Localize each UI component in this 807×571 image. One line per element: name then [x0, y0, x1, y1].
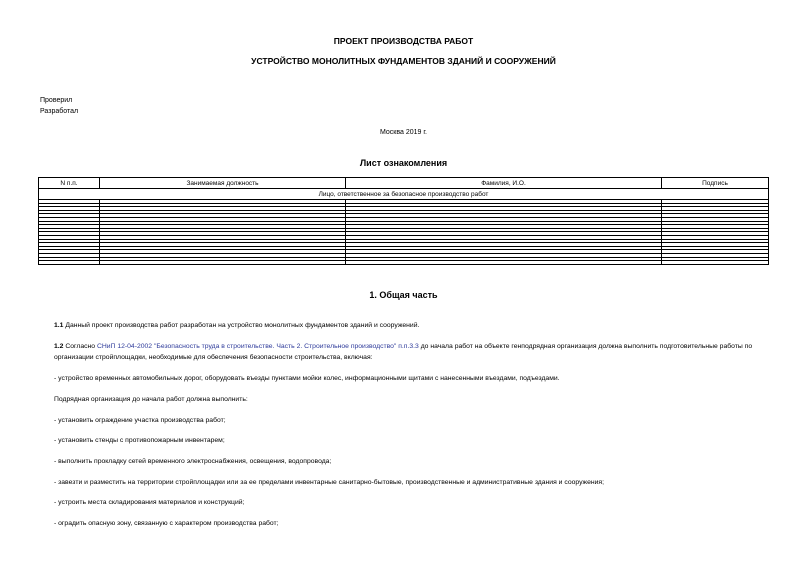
acquaintance-sheet-title: Лист ознакомления — [359, 158, 448, 168]
developed-by-label: Разработал — [40, 108, 79, 115]
document-title: ПРОЕКТ ПРОИЗВОДСТВА РАБОТ — [333, 36, 474, 46]
place-date: Москва 2019 г. — [379, 129, 427, 136]
checked-by-label: Проверил — [40, 97, 73, 104]
document-subtitle: УСТРОЙСТВО МОНОЛИТНЫХ ФУНДАМЕНТОВ ЗДАНИЙ И СООРУЖЕНИЙ — [251, 56, 556, 66]
paragraph-text: до начала работ на объекте генподрядная организация должна выполнить подготовительные работы по организации стройплощадки, необходимые для обеспечения безопасности строительства, включая: — [54, 343, 753, 361]
paragraph-1-1 — [40, 320, 768, 331]
column-header-signature: Подпись — [662, 178, 769, 189]
table-cell — [346, 261, 662, 265]
list-item: - выполнить прокладку сетей временного электроснабжения, освещения, водопровода; — [54, 458, 332, 465]
responsible-person-row-label: Лицо, ответственное за безопасное производство работ — [39, 189, 769, 200]
list-item: - установить ограждение участка производства работ; — [54, 417, 226, 424]
paragraph-number: 1.2 — [54, 343, 64, 350]
list-item: - устройство временных автомобильных дорог, оборудовать въезды пунктами мойки колес, информационными щитами с нанесенными въездами, подъездами. — [54, 375, 560, 382]
list-item: - установить стенды с противопожарным инвентарем; — [54, 437, 225, 444]
table-cell — [100, 261, 346, 265]
column-header-name: Фамилия, И.О. — [346, 178, 662, 189]
column-header-position: Занимаемая должность — [100, 178, 346, 189]
table-header-row — [39, 178, 769, 189]
table-row-responsible — [39, 189, 769, 200]
paragraph-text: Данный проект производства работ разработан на устройство монолитных фундаментов зданий и сооружений. — [63, 322, 420, 329]
list-item: - устроить места складирования материалов и конструкций; — [54, 499, 245, 506]
section-title: 1. Общая часть — [369, 290, 438, 300]
paragraph-1-2 — [40, 341, 768, 363]
table-row — [39, 261, 769, 265]
list-item: - завезти и разместить на территории стройплощадки или за ее пределами инвентарные санитарно-бытовые, производственные и административные здания и сооружения; — [54, 479, 604, 486]
acquaintance-table — [38, 177, 769, 265]
paragraph-text: Согласно — [63, 343, 97, 350]
column-header-number: N п.п. — [39, 178, 100, 189]
paragraph-number: 1.1 — [54, 322, 64, 329]
subcontractor-intro: Подрядная организация до начала работ должна выполнить: — [54, 396, 248, 403]
table-cell — [662, 261, 769, 265]
list-item: - оградить опасную зону, связанную с характером производства работ; — [54, 520, 279, 527]
snip-link[interactable]: СНиП 12-04-2002 "Безопасность труда в строительстве. Часть 2. Строительное производство" п.п.3.3 — [96, 343, 419, 350]
table-cell — [39, 261, 100, 265]
